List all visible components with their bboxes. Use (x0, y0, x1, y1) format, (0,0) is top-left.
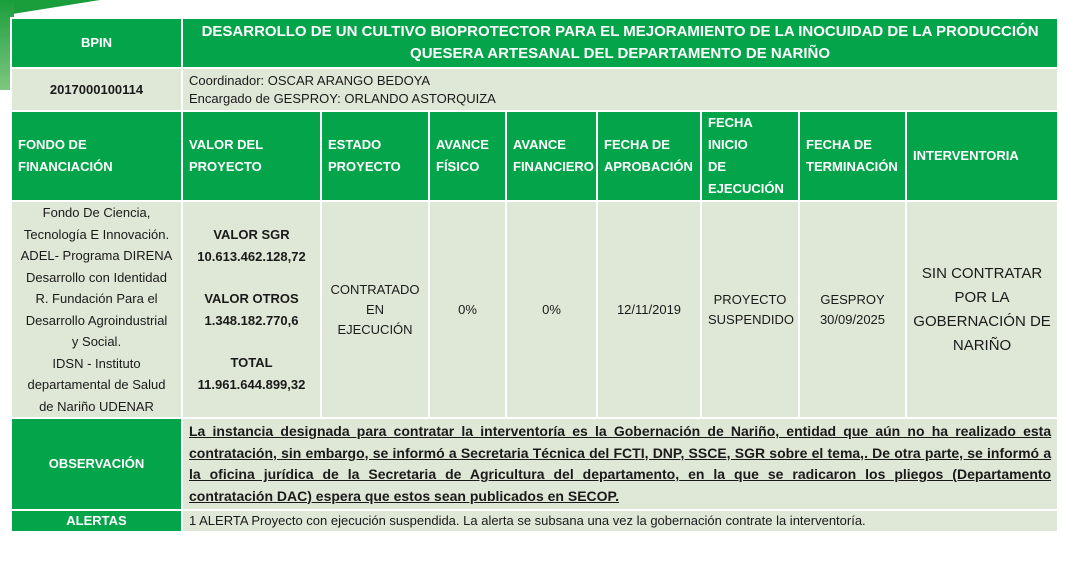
col-aprobacion-line1: FECHA DE (604, 137, 670, 152)
valor-otros-value: 1.348.182.770,6 (204, 312, 299, 328)
interventoria-line1: SIN CONTRATAR (921, 264, 1043, 282)
col-estado-header (321, 111, 429, 201)
title-line-2: QUESERA ARTESANAL DEL DEPARTAMENTO DE NARIÑO (410, 45, 831, 62)
observacion-label: OBSERVACIÓN (11, 418, 182, 510)
valor-sgr-value: 10.613.462.128,72 (197, 248, 306, 264)
fondo-line: Fondo De Ciencia, (42, 205, 151, 220)
fondo-line: Tecnología E Innovación. (23, 226, 170, 242)
terminacion-line1: GESPROY (820, 291, 885, 307)
col-terminacion-header (799, 111, 906, 201)
interventoria-line2: POR LA (954, 288, 1010, 306)
interventoria-line3: GOBERNACIÓN DE (913, 312, 1051, 330)
inicio-line2: SUSPENDIDO (708, 311, 794, 327)
total-label: TOTAL (230, 355, 273, 370)
inicio-cell (701, 201, 799, 418)
terminacion-cell (799, 201, 906, 418)
col-estado-line2: PROYECTO (328, 159, 401, 174)
fondo-line: y Social. (71, 334, 122, 349)
col-terminacion-line1: FECHA DE (806, 137, 872, 152)
col-fondo-line2: FINANCIACIÓN (18, 159, 113, 174)
project-title (182, 18, 1058, 68)
col-inicio-line3: EJECUCIÓN (708, 181, 784, 196)
col-fisico-line1: AVANCE (436, 137, 489, 152)
col-fondo-header (11, 111, 182, 201)
encargado-text: Encargado de GESPROY: ORLANDO ASTORQUIZA (189, 90, 496, 106)
col-fisico-line2: FÍSICO (436, 159, 480, 174)
estado-cell (321, 201, 429, 418)
col-interventoria-header: INTERVENTORIA (906, 111, 1058, 201)
title-line-1: DESARROLLO DE UN CULTIVO BIOPROTECTOR PARA EL MEJORAMIENTO DE LA INOCUIDAD DE LA PRODUCCIÓN (201, 23, 1039, 40)
project-info (182, 68, 1058, 111)
col-financiero-header (506, 111, 597, 201)
fondo-line: departamental de Salud (27, 377, 166, 392)
corner-decoration (0, 0, 100, 16)
col-inicio-line2: DE (708, 159, 727, 174)
fondo-cell (11, 201, 182, 418)
valor-otros-label: VALOR OTROS (204, 291, 299, 306)
terminacion-line2: 30/09/2025 (819, 311, 886, 327)
col-aprobacion-line2: APROBACIÓN (604, 159, 693, 174)
project-table (10, 17, 1059, 533)
interventoria-line4: NARIÑO (952, 336, 1012, 354)
fondo-line: R. Fundación Para el (35, 291, 158, 306)
valor-sgr-label: VALOR SGR (213, 227, 290, 242)
col-valor-line1: VALOR DEL (189, 137, 264, 152)
spacer (189, 267, 314, 288)
bpin-value: 2017000100114 (11, 68, 182, 111)
bpin-label: BPIN (11, 18, 182, 68)
fondo-line: Desarrollo Agroindustrial (25, 312, 168, 328)
col-inicio-header (701, 111, 799, 201)
spacer (189, 331, 314, 352)
fisico-cell: 0% (429, 201, 506, 418)
col-valor-header (182, 111, 321, 201)
valor-cell (182, 201, 321, 418)
interventoria-cell (906, 201, 1058, 418)
fondo-line: de Nariño UDENAR (39, 398, 154, 414)
col-fondo-line1: FONDO DE (18, 137, 87, 152)
alertas-text: 1 ALERTA Proyecto con ejecución suspendida. La alerta se subsana una vez la gobernación contrate la interventoría. (182, 510, 1058, 532)
col-estado-line1: ESTADO (328, 137, 382, 152)
col-financiero-line1: AVANCE (513, 137, 566, 152)
fondo-line: Desarrollo con Identidad (26, 269, 167, 285)
estado-line1: CONTRATADO (330, 281, 420, 297)
coordinador-text: Coordinador: OSCAR ARANGO BEDOYA (189, 72, 431, 88)
col-valor-line2: PROYECTO (189, 159, 262, 174)
fondo-line: IDSN - Instituto (52, 355, 141, 371)
aprobacion-cell: 12/11/2019 (597, 201, 701, 418)
fondo-line: ADEL- Programa DIRENA (20, 248, 173, 263)
col-inicio-line1: FECHA INICIO (708, 115, 753, 152)
col-aprobacion-header (597, 111, 701, 201)
estado-line2: EN EJECUCIÓN (337, 301, 413, 337)
alertas-label: ALERTAS (11, 510, 182, 532)
col-terminacion-line2: TERMINACIÓN (806, 159, 898, 174)
total-value: 11.961.644.899,32 (197, 376, 306, 392)
col-fisico-header (429, 111, 506, 201)
financiero-cell: 0% (506, 201, 597, 418)
inicio-line1: PROYECTO (713, 291, 787, 307)
observacion-text: La instancia designada para contratar la interventoría es la Gobernación de Nariño, entidad que aún no ha realizado esta contratación, sin embargo, se informó a Secretaria Técnica del FCTI, DNP, SSCE, SGR sobre el tema,. De otra parte, se informó a la oficina jurídica de la Secretaria de Agricultura del departamento, en la que se radicaron los pliegos (Departamento contratación DAC) espera que estos sean publicados en SECOP. (182, 418, 1058, 510)
col-financiero-line2: FINANCIERO (513, 159, 594, 174)
